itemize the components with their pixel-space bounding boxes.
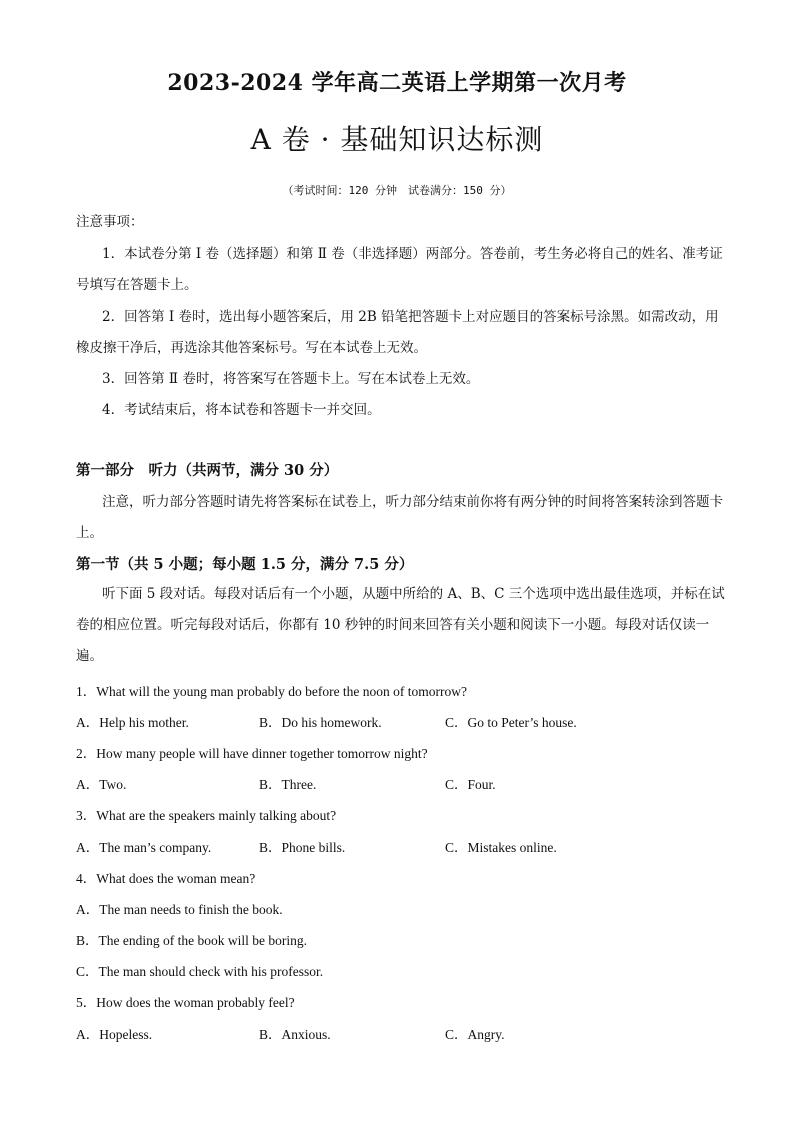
question-3-option-c: C．Mistakes online. bbox=[445, 840, 557, 855]
note-item-1: 1．本试卷分第 Ⅰ 卷（选择题）和第 Ⅱ 卷（非选择题）两部分。答卷前，考生务必将自己的姓名、准考证号填写在答题卡上。 bbox=[76, 246, 723, 293]
question-2-stem: 2．How many people will have dinner together tomorrow night? bbox=[76, 746, 428, 761]
exam-subtitle: A 卷 · 基础知识达标测 bbox=[250, 123, 544, 156]
question-1-option-b: B．Do his homework. bbox=[259, 715, 382, 730]
exam-title: 2023-2024 学年高二英语上学期第一次月考 bbox=[167, 70, 627, 96]
section1-instructions: 听下面 5 段对话。每段对话后有一个小题，从题中所给的 A、B、C 三个选项中选出最佳选项，并标在试卷的相应位置。听完每段对话后，你都有 10 秒钟的时间来回答有关小题和阅读下一小题。每段对话仅读一遍。 bbox=[76, 586, 725, 664]
question-4-option-a: A．The man needs to finish the book. bbox=[76, 902, 283, 917]
section1-heading: 第一节（共 5 小题；每小题 1.5 分，满分 7.5 分） bbox=[76, 556, 414, 573]
question-1-stem: 1．What will the young man probably do before the noon of tomorrow? bbox=[76, 684, 468, 699]
question-4-option-b: B．The ending of the book will be boring. bbox=[76, 933, 307, 948]
question-2-option-b: B．Three. bbox=[259, 777, 317, 792]
question-1-option-a: A．Help his mother. bbox=[76, 715, 189, 730]
notes-label: 注意事项： bbox=[76, 214, 144, 230]
question-2-option-c: C．Four. bbox=[445, 777, 496, 792]
note-item-4: 4．考试结束后，将本试卷和答题卡一并交回。 bbox=[102, 402, 381, 418]
question-5-option-b: B．Anxious. bbox=[259, 1027, 331, 1042]
note-item-2: 2．回答第 Ⅰ 卷时，选出每小题答案后，用 2B 铅笔把答题卡上对应题目的答案标号涂黑。如需改动，用橡皮擦干净后，再选涂其他答案标号。写在本试卷上无效。 bbox=[76, 309, 719, 356]
question-3-option-a: A．The man’s company. bbox=[76, 840, 212, 855]
question-4-option-c: C．The man should check with his professor. bbox=[76, 964, 324, 979]
note-item-3: 3．回答第 Ⅱ 卷时，将答案写在答题卡上。写在本试卷上无效。 bbox=[102, 371, 480, 387]
question-5-option-c: C．Angry. bbox=[445, 1027, 505, 1042]
part1-heading: 第一部分 听力（共两节，满分 30 分） bbox=[76, 462, 339, 479]
part1-note: 注意，听力部分答题时请先将答案标在试卷上，听力部分结束前你将有两分钟的时间将答案转涂到答题卡上。 bbox=[76, 494, 723, 541]
exam-info: （考试时间：120 分钟 试卷满分：150 分） bbox=[282, 184, 512, 197]
question-3-stem: 3．What are the speakers mainly talking about? bbox=[76, 808, 337, 823]
question-3-option-b: B．Phone bills. bbox=[259, 840, 346, 855]
question-2-option-a: A．Two. bbox=[76, 777, 127, 792]
question-4-stem: 4．What does the woman mean? bbox=[76, 871, 256, 886]
question-1-option-c: C．Go to Peter’s house. bbox=[445, 715, 577, 730]
question-5-option-a: A．Hopeless. bbox=[76, 1027, 153, 1042]
question-5-stem: 5．How does the woman probably feel? bbox=[76, 995, 295, 1010]
